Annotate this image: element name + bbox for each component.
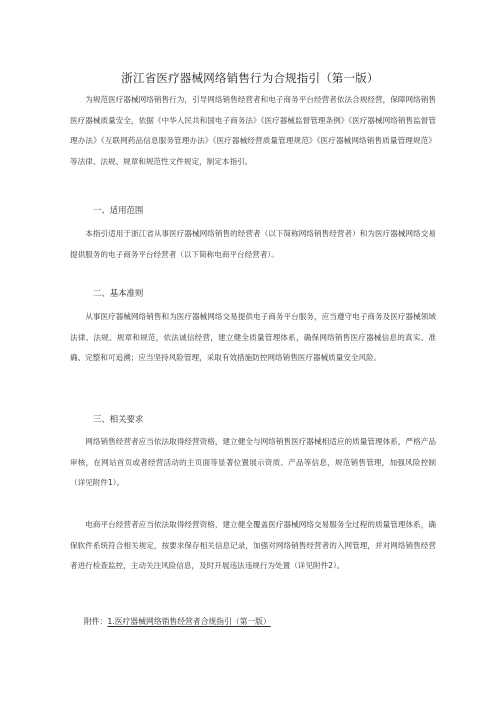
requirements-paragraph-seller: 网络销售经营者应当依法取得经营资格，建立健全与网络销售医疗器械相适应的质量管理体系，严格产品审核，在网站首页或者经营活动的主页面等显著位置展示资质、产品等信息，规范销售管理，加强风险控制（详见附件1）。 xyxy=(70,437,436,487)
document-title: 浙江省医疗器械网络销售行为合规指引（第一版） xyxy=(121,71,379,85)
principles-paragraph: 从事医疗器械网络销售和为医疗器械网络交易提供电子商务平台服务，应当遵守电子商务及医疗器械领域法律、法规、规章和规范，依法诚信经营，建立健全质量管理体系，确保网络销售医疗器械信息的真实、准确、完整和可追溯；应当坚持风险管理，采取有效措施防控网络销售医疗器械质量安全风险。 xyxy=(70,312,436,362)
attachment-label: 附件： xyxy=(84,617,108,626)
section-heading-principles: 二、基本准则 xyxy=(93,288,144,298)
requirements-paragraph-platform: 电商平台经营者应当依法取得经营资格，建立健全覆盖医疗器械网络交易服务全过程的质量管理体系，确保软件系统符合相关规定，按要求保存相关信息记录，加强对网络销售经营者的入网管理，并对网络销售经营者进行检查监控，主动关注风险信息，及时开展违法违规行为处置（详见附件2）。 xyxy=(70,520,436,570)
section-heading-scope: 一、适用范围 xyxy=(93,205,144,215)
intro-paragraph: 为规范医疗器械网络销售行为，引导网络销售经营者和电子商务平台经营者依法合规经营，保障网络销售医疗器械质量安全，依据《中华人民共和国电子商务法》《医疗器械监督管理条例》《医疗器械网络销售监督管理办法》《互联网药品信息服务管理办法》《医疗器械经营质量管理规范》《医疗器械网络销售质量管理规范》等法律、法规、规章和规范性文件规定，制定本指引。 xyxy=(70,95,436,166)
attachment-link[interactable]: 1.医疗器械网络销售经营者合规指引（第一版） xyxy=(107,617,271,626)
scope-paragraph: 本指引适用于浙江省从事医疗器械网络销售的经营者（以下简称网络销售经营者）和为医疗器械网络交易提供服务的电子商务平台经营者（以下简称电商平台经营者）。 xyxy=(70,229,436,259)
attachment-line xyxy=(84,616,271,627)
section-heading-requirements: 三、相关要求 xyxy=(93,414,144,424)
